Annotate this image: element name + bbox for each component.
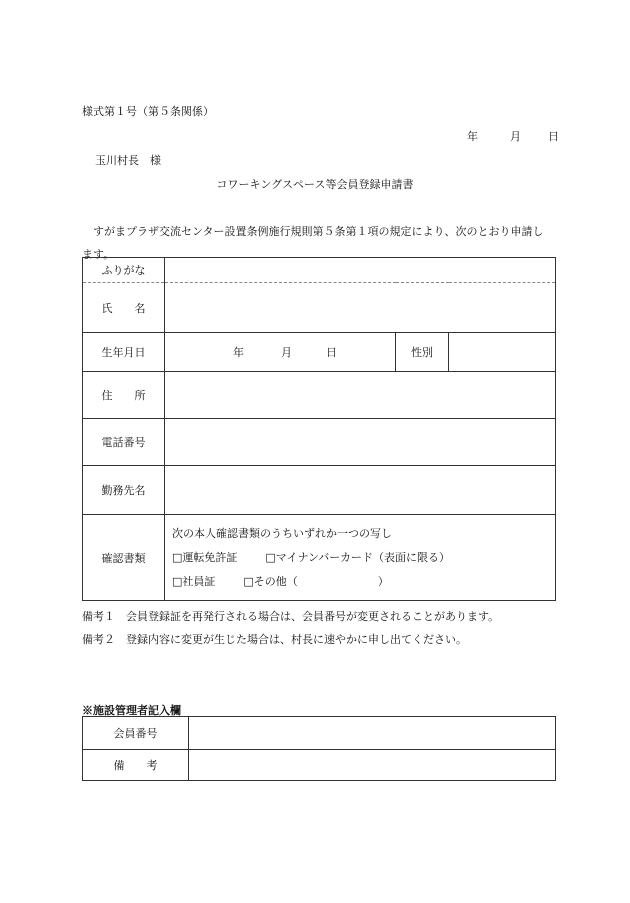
application-table [82, 257, 556, 601]
other-close-paren: ） [377, 574, 389, 588]
remarks-field[interactable] [189, 750, 556, 781]
date-day: 日 [548, 130, 559, 143]
furigana-field[interactable] [165, 258, 556, 283]
employer-field[interactable] [165, 466, 556, 515]
form-id: 様式第１号（第５条関係） [82, 105, 214, 118]
birth-day: 日 [326, 346, 337, 359]
confirm-docs-label: 確認書類 [83, 515, 165, 601]
birthdate-label: 生年月日 [83, 333, 165, 372]
checkbox-drivers-license[interactable]: □運転免許証 [172, 550, 238, 564]
note-2: 備考２ 登録内容に変更が生じた場合は、村長に速やかに申し出てください。 [82, 633, 467, 646]
gender-label: 性別 [396, 333, 449, 372]
birth-month: 月 [281, 346, 292, 359]
admin-table [82, 716, 556, 781]
addressee: 玉川村長 様 [95, 154, 161, 167]
notes [82, 605, 499, 651]
remarks-label: 備 考 [83, 750, 189, 781]
date-year: 年 [467, 130, 478, 143]
document-title: コワーキングスペース等会員登録申請書 [216, 178, 414, 191]
employer-label: 勤務先名 [83, 466, 165, 515]
address-field[interactable] [165, 372, 556, 419]
member-number-field[interactable] [189, 717, 556, 750]
checkbox-employee-id[interactable]: □社員証 [172, 574, 216, 588]
birthdate-field[interactable] [165, 333, 396, 372]
phone-label: 電話番号 [83, 419, 165, 466]
date-month: 月 [510, 130, 521, 143]
furigana-label: ふりがな [83, 258, 165, 283]
date-line [467, 128, 559, 144]
admin-section-title: ※施設管理者記入欄 [82, 704, 181, 717]
gender-field[interactable] [449, 333, 556, 372]
note-1: 備考１ 会員登録証を再発行される場合は、会員番号が変更されることがあります。 [82, 610, 500, 623]
member-number-label: 会員番号 [83, 717, 189, 750]
name-field[interactable] [165, 283, 556, 333]
address-label: 住 所 [83, 372, 165, 419]
confirm-instruction: 次の本人確認書類のうちいずれか一つの写し [172, 526, 392, 540]
name-label: 氏 名 [83, 283, 165, 333]
birth-year: 年 [233, 346, 244, 359]
checkbox-other[interactable]: □その他（ [243, 574, 298, 588]
intro-text: すがまプラザ交流センター設置条例施行規則第５条第１項の規定により、次のとおり申請します。 [82, 225, 544, 261]
phone-field[interactable] [165, 419, 556, 466]
confirm-docs-field [165, 515, 556, 601]
checkbox-mynumber-card[interactable]: □マイナンバーカード（表面に限る） [265, 550, 451, 564]
